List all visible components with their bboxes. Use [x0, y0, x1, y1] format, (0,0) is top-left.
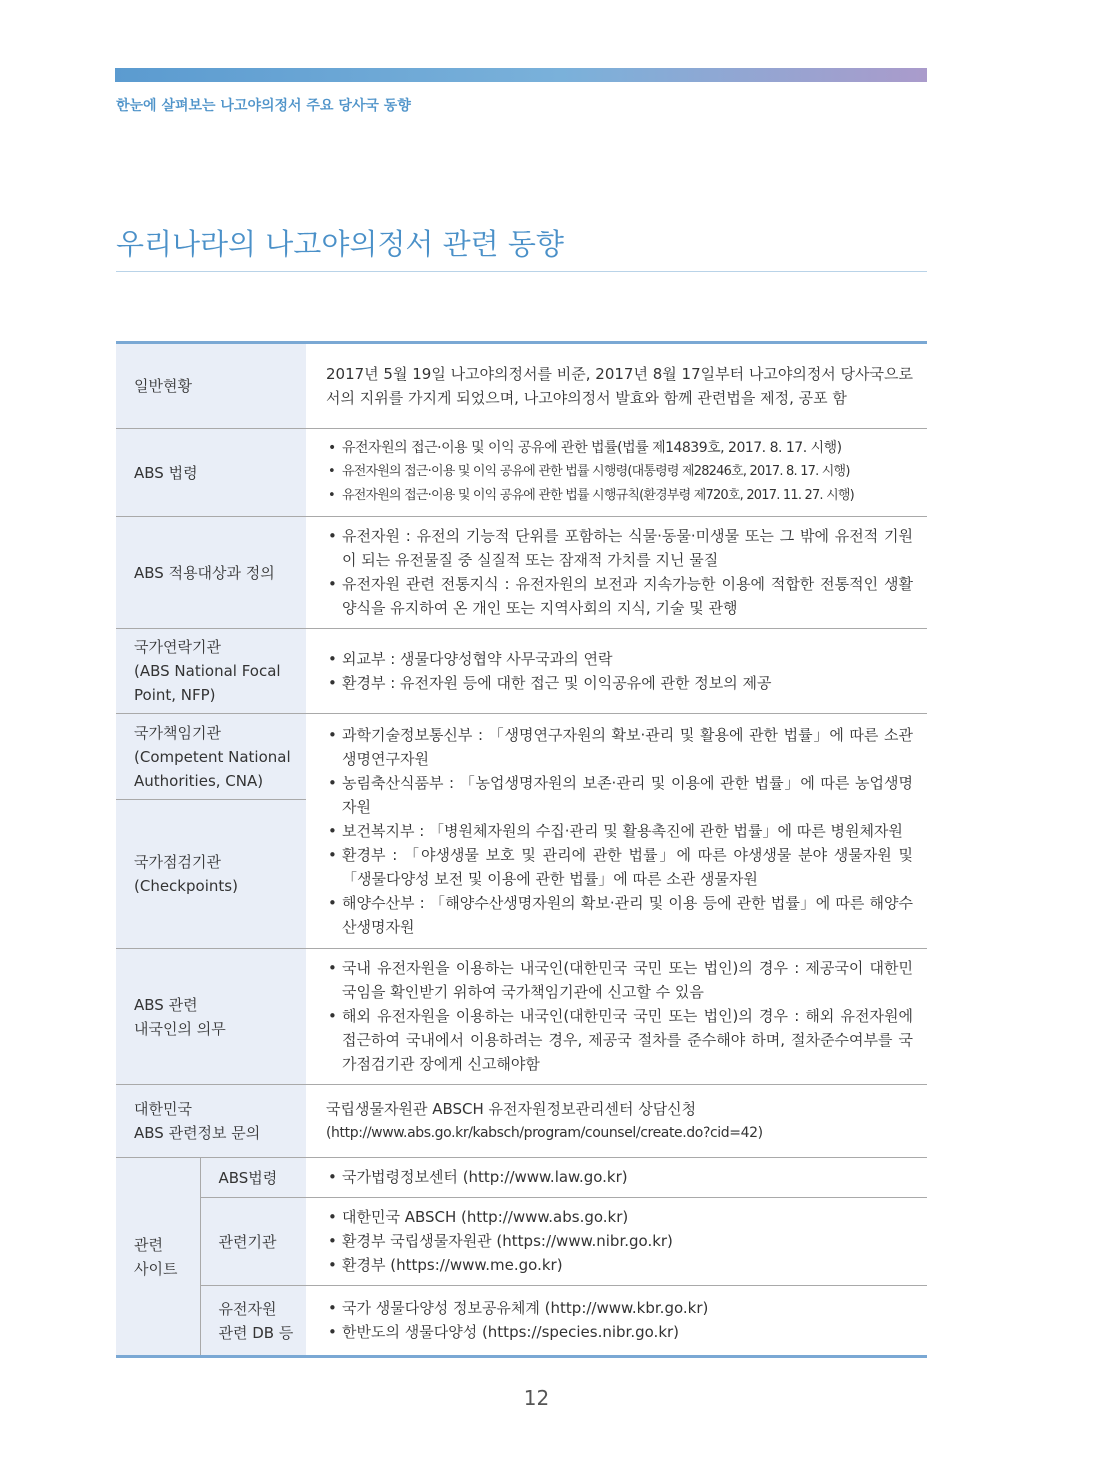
- row-sites-agencies: [116, 1198, 927, 1286]
- content-abs-law: [306, 429, 927, 517]
- row-sites-law: [116, 1158, 927, 1198]
- list-item: • 과학기술정보통신부 : 「생명연구자원의 확보·관리 및 활용에 관한 법률」에 따른 소관 생명연구자원: [326, 723, 913, 771]
- list-item: • 해양수산부 : 「해양수산생명자원의 확보·관리 및 이용 등에 관한 법률」에 따른 해양수산생명자원: [326, 891, 913, 939]
- abs-law-list: [326, 436, 913, 508]
- row-nfp: [116, 629, 927, 714]
- label-sites-law: ABS법령: [200, 1158, 306, 1198]
- list-item: • 유전자원 : 유전의 기능적 단위를 포함하는 식물·동물·미생물 또는 그 밖에 유전적 기원이 되는 유전물질 중 실질적 또는 잠재적 가치를 지닌 물질: [326, 524, 913, 572]
- running-header: 한눈에 살펴보는 나고야의정서 주요 당사국 동향: [116, 98, 411, 114]
- site-link[interactable]: • 국가 생물다양성 정보공유체계 (http://www.kbr.go.kr): [326, 1296, 913, 1320]
- section-title: 우리나라의 나고야의정서 관련 동향: [116, 227, 564, 261]
- cna-label-2: (Competent National: [134, 747, 291, 766]
- content-sites-agencies: [306, 1198, 927, 1286]
- label-inquiry: [116, 1085, 306, 1158]
- list-item: • 유전자원의 접근·이용 및 이익 공유에 관한 법률(법률 제14839호, 2017. 8. 17. 시행): [326, 436, 913, 460]
- list-item: • 외교부 : 생물다양성협약 사무국과의 연락: [326, 647, 913, 671]
- obligations-label-1: ABS 관련: [134, 995, 198, 1014]
- site-link[interactable]: • 국가법령정보센터 (http://www.law.go.kr): [326, 1165, 913, 1189]
- sites-law-list: [326, 1165, 913, 1189]
- list-item: • 환경부 : 유전자원 등에 대한 접근 및 이익공유에 관한 정보의 제공: [326, 671, 913, 695]
- label-sites-agencies: 관련기관: [200, 1198, 306, 1286]
- obligations-list: [326, 956, 913, 1076]
- general-text: 2017년 5월 19일 나고야의정서를 비준, 2017년 8월 17일부터 나고야의정서 당사국으로서의 지위를 가지게 되었으며, 나고야의정서 발효와 함께 관련법을 제정, 공포 함: [326, 364, 914, 407]
- content-cna-checkpoints: [306, 714, 927, 949]
- nfp-label-3: Point, NFP): [134, 686, 216, 704]
- list-item: • 유전자원 관련 전통지식 : 유전자원의 보전과 지속가능한 이용에 적합한 전통적인 생활양식을 유지하여 온 개인 또는 지역사회의 지식, 기술 및 관행: [326, 572, 913, 620]
- sites-db-label-1: 유전자원: [218, 1299, 277, 1318]
- obligations-label-2: 내국인의 의무: [134, 1019, 226, 1038]
- label-sites: [116, 1158, 200, 1357]
- label-nfp: [116, 629, 306, 714]
- label-abs-law: ABS 법령: [116, 429, 306, 517]
- nfp-list: [326, 647, 913, 695]
- sites-db-label-2: 관련 DB 등: [218, 1323, 294, 1342]
- inquiry-label-1: 대한민국: [134, 1100, 192, 1118]
- site-link[interactable]: • 한반도의 생물다양성 (https://species.nibr.go.kr): [326, 1320, 913, 1344]
- list-item: • 보건복지부 : 「병원체자원의 수집·관리 및 활용촉진에 관한 법률」에 따른 병원체자원: [326, 819, 913, 843]
- label-scope: ABS 적용대상과 정의: [116, 517, 306, 629]
- content-inquiry: [306, 1085, 927, 1158]
- cna-label-3: Authorities, CNA): [134, 771, 264, 790]
- row-inquiry: [116, 1085, 927, 1158]
- sites-label-2: 사이트: [134, 1259, 178, 1278]
- page-number: 12: [523, 1386, 550, 1410]
- inquiry-link[interactable]: (http://www.abs.go.kr/kabsch/program/counsel/create.do?cid=42): [326, 1124, 763, 1141]
- cna-list: [326, 723, 913, 939]
- content-general: [306, 343, 927, 429]
- list-item: • 해외 유전자원을 이용하는 내국인(대한민국 국민 또는 법인)의 경우 : 해외 유전자원에 접근하여 국내에서 이용하려는 경우, 제공국 절차를 준수해야 하며, 절차준수여부를 국가점검기관 장에게 신고해야함: [326, 1004, 913, 1076]
- row-scope: [116, 517, 927, 629]
- list-item: • 환경부 : 「야생생물 보호 및 관리에 관한 법률」에 따른 야생생물 분야 생물자원 및 「생물다양성 보전 및 이용에 관한 법률」에 따른 소관 생물자원: [326, 843, 913, 891]
- scope-list: [326, 524, 913, 620]
- label-sites-db: [200, 1286, 306, 1357]
- content-nfp: [306, 629, 927, 714]
- header-color-bar: [115, 68, 927, 82]
- content-scope: [306, 517, 927, 629]
- inquiry-label-2: ABS 관련정보 문의: [134, 1124, 261, 1142]
- row-cna: [116, 714, 927, 800]
- label-general: 일반현황: [116, 343, 306, 429]
- title-divider: [116, 271, 927, 272]
- list-item: • 유전자원의 접근·이용 및 이익 공유에 관한 법률 시행령(대통령령 제28246호, 2017. 8. 17. 시행): [326, 460, 913, 484]
- checkpoints-label-2: (Checkpoints): [134, 877, 238, 895]
- sites-label-1: 관련: [134, 1235, 163, 1254]
- content-obligations: [306, 949, 927, 1085]
- nfp-label-2: (ABS National Focal: [134, 662, 281, 680]
- site-link[interactable]: • 환경부 국립생물자원관 (https://www.nibr.go.kr): [326, 1229, 913, 1253]
- sites-db-list: [326, 1296, 913, 1344]
- row-general: [116, 343, 927, 429]
- content-sites-db: [306, 1286, 927, 1357]
- row-abs-law: [116, 429, 927, 517]
- site-link[interactable]: • 환경부 (https://www.me.go.kr): [326, 1253, 913, 1277]
- cna-label-1: 국가책임기관: [134, 723, 221, 742]
- label-obligations: [116, 949, 306, 1085]
- checkpoints-label-1: 국가점검기관: [134, 853, 221, 871]
- list-item: • 국내 유전자원을 이용하는 내국인(대한민국 국민 또는 법인)의 경우 : 제공국이 대한민국임을 확인받기 위하여 국가책임기관에 신고할 수 있음: [326, 956, 913, 1004]
- content-sites-law: [306, 1158, 927, 1198]
- korea-nagoya-table: [116, 341, 927, 1358]
- sites-agencies-list: [326, 1205, 913, 1277]
- inquiry-line-1: 국립생물자원관 ABSCH 유전자원정보관리센터 상담신청: [326, 1099, 697, 1118]
- row-sites-db: [116, 1286, 927, 1357]
- list-item: • 유전자원의 접근·이용 및 이익 공유에 관한 법률 시행규칙(환경부령 제720호, 2017. 11. 27. 시행): [326, 484, 913, 508]
- label-checkpoints: [116, 800, 306, 949]
- row-obligations: [116, 949, 927, 1085]
- list-item: • 농림축산식품부 : 「농업생명자원의 보존·관리 및 이용에 관한 법률」에 따른 농업생명자원: [326, 771, 913, 819]
- nfp-label-1: 국가연락기관: [134, 638, 221, 656]
- label-cna: [116, 714, 306, 800]
- site-link[interactable]: • 대한민국 ABSCH (http://www.abs.go.kr): [326, 1205, 913, 1229]
